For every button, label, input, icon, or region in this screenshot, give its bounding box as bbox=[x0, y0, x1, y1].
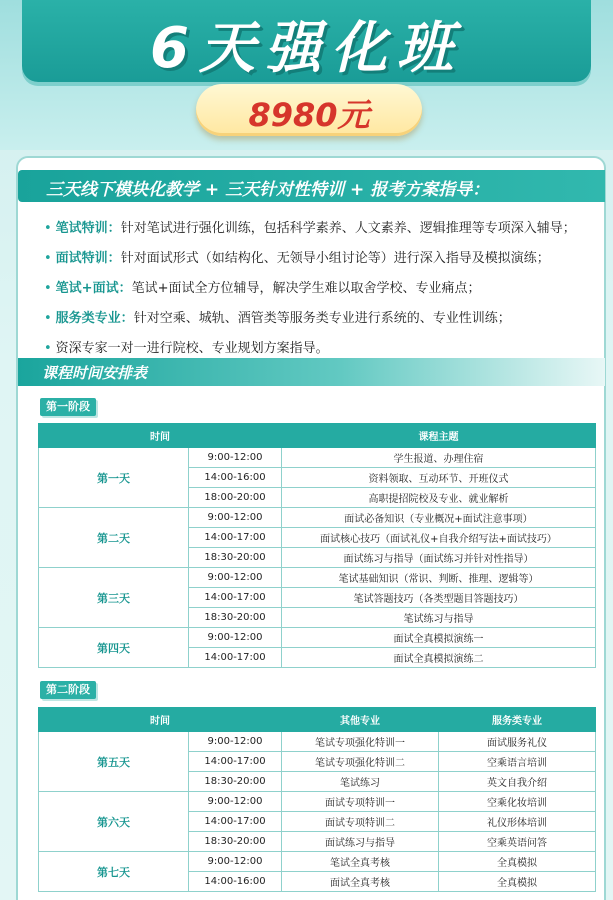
service-cell: 礼仪形体培训 bbox=[439, 812, 596, 832]
day-cell: 第三天 bbox=[39, 568, 189, 628]
service-cell: 全真模拟 bbox=[439, 852, 596, 872]
day-cell: 第一天 bbox=[39, 448, 189, 508]
time-cell: 9:00-12:00 bbox=[189, 852, 282, 872]
other-cell: 笔试专项强化特训二 bbox=[282, 752, 439, 772]
bullet-dot-icon: • bbox=[44, 221, 52, 236]
stage-2-tag: 第二阶段 bbox=[40, 681, 96, 699]
time-cell: 14:00-16:00 bbox=[189, 468, 282, 488]
table-row bbox=[39, 508, 596, 528]
topic-cell: 笔试练习与指导 bbox=[282, 608, 596, 628]
bullet-dot-icon: • bbox=[44, 341, 52, 356]
day-cell: 第五天 bbox=[39, 732, 189, 792]
table-row bbox=[39, 568, 596, 588]
column-header-service: 服务类专业 bbox=[439, 708, 596, 732]
topic-cell: 高职提招院校及专业、就业解析 bbox=[282, 488, 596, 508]
bullet-dot-icon: • bbox=[44, 281, 52, 296]
intro-heading: 三天线下模块化教学 + 三天针对性特训 + 报考方案指导： bbox=[46, 180, 490, 200]
feature-item: • 笔试特训：针对笔试进行强化训练，包括科学素养、人文素养、逻辑推理等专项深入辅导； bbox=[44, 221, 576, 236]
title-banner bbox=[22, 0, 591, 82]
other-cell: 笔试练习 bbox=[282, 772, 439, 792]
feature-item: • 资深专家一对一进行院校、专业规划方案指导。 bbox=[44, 341, 329, 356]
time-cell: 18:00-20:00 bbox=[189, 488, 282, 508]
topic-cell: 面试核心技巧（面试礼仪+自我介绍写法+面试技巧） bbox=[282, 528, 596, 548]
time-cell: 9:00-12:00 bbox=[189, 792, 282, 812]
page-title: 6天强化班 bbox=[150, 16, 463, 81]
column-header-topic: 课程主题 bbox=[282, 424, 596, 448]
topic-cell: 面试全真模拟演练二 bbox=[282, 648, 596, 668]
time-cell: 14:00-17:00 bbox=[189, 648, 282, 668]
column-header-time: 时间 bbox=[39, 424, 282, 448]
table-row bbox=[39, 852, 596, 872]
stage-2-table bbox=[38, 707, 596, 892]
schedule-heading-bar bbox=[18, 358, 605, 386]
topic-cell: 面试必备知识（专业概况+面试注意事项） bbox=[282, 508, 596, 528]
topic-cell: 学生报道、办理住宿 bbox=[282, 448, 596, 468]
intro-heading-bar bbox=[18, 170, 605, 202]
service-cell: 空乘化妆培训 bbox=[439, 792, 596, 812]
bullet-dot-icon: • bbox=[44, 251, 52, 266]
header bbox=[0, 0, 613, 150]
feature-item: • 服务类专业：针对空乘、城轨、酒管类等服务类专业进行系统的、专业性训练； bbox=[44, 311, 511, 326]
feature-item: • 笔试+面试：笔试+面试全方位辅导，解决学生难以取舍学校、专业痛点； bbox=[44, 281, 481, 296]
day-cell: 第七天 bbox=[39, 852, 189, 892]
topic-cell: 面试练习与指导（面试练习并针对性指导） bbox=[282, 548, 596, 568]
time-cell: 14:00-17:00 bbox=[189, 528, 282, 548]
time-cell: 9:00-12:00 bbox=[189, 628, 282, 648]
table-row bbox=[39, 732, 596, 752]
table-row bbox=[39, 792, 596, 812]
day-cell: 第四天 bbox=[39, 628, 189, 668]
time-cell: 14:00-17:00 bbox=[189, 588, 282, 608]
time-cell: 9:00-12:00 bbox=[189, 508, 282, 528]
table-row bbox=[39, 448, 596, 468]
topic-cell: 面试全真模拟演练一 bbox=[282, 628, 596, 648]
time-cell: 9:00-12:00 bbox=[189, 568, 282, 588]
price-badge bbox=[196, 84, 422, 136]
service-cell: 空乘英语问答 bbox=[439, 832, 596, 852]
price-text: 8980元 bbox=[248, 96, 370, 134]
time-cell: 14:00-17:00 bbox=[189, 752, 282, 772]
time-cell: 18:30-20:00 bbox=[189, 548, 282, 568]
time-cell: 14:00-16:00 bbox=[189, 872, 282, 892]
service-cell: 全真模拟 bbox=[439, 872, 596, 892]
other-cell: 笔试全真考核 bbox=[282, 852, 439, 872]
service-cell: 英文自我介绍 bbox=[439, 772, 596, 792]
time-cell: 18:30-20:00 bbox=[189, 608, 282, 628]
topic-cell: 资料领取、互动环节、开班仪式 bbox=[282, 468, 596, 488]
bullet-dot-icon: • bbox=[44, 311, 52, 326]
table-row bbox=[39, 628, 596, 648]
day-cell: 第六天 bbox=[39, 792, 189, 852]
feature-item: • 面试特训：针对面试形式（如结构化、无领导小组讨论等）进行深入指导及模拟演练； bbox=[44, 251, 550, 266]
time-cell: 18:30-20:00 bbox=[189, 772, 282, 792]
stage-1-tag: 第一阶段 bbox=[40, 398, 96, 416]
schedule-heading: 课程时间安排表 bbox=[42, 364, 148, 382]
time-cell: 9:00-12:00 bbox=[189, 732, 282, 752]
other-cell: 面试专项特训二 bbox=[282, 812, 439, 832]
stage-1-table bbox=[38, 423, 596, 668]
day-cell: 第二天 bbox=[39, 508, 189, 568]
other-cell: 笔试专项强化特训一 bbox=[282, 732, 439, 752]
topic-cell: 笔试答题技巧（各类型题目答题技巧） bbox=[282, 588, 596, 608]
service-cell: 空乘语言培训 bbox=[439, 752, 596, 772]
feature-list bbox=[44, 214, 604, 364]
other-cell: 面试练习与指导 bbox=[282, 832, 439, 852]
topic-cell: 笔试基础知识（常识、判断、推理、逻辑等） bbox=[282, 568, 596, 588]
other-cell: 面试专项特训一 bbox=[282, 792, 439, 812]
column-header-other: 其他专业 bbox=[282, 708, 439, 732]
time-cell: 18:30-20:00 bbox=[189, 832, 282, 852]
other-cell: 面试全真考核 bbox=[282, 872, 439, 892]
time-cell: 14:00-17:00 bbox=[189, 812, 282, 832]
column-header-time: 时间 bbox=[39, 708, 282, 732]
time-cell: 9:00-12:00 bbox=[189, 448, 282, 468]
service-cell: 面试服务礼仪 bbox=[439, 732, 596, 752]
